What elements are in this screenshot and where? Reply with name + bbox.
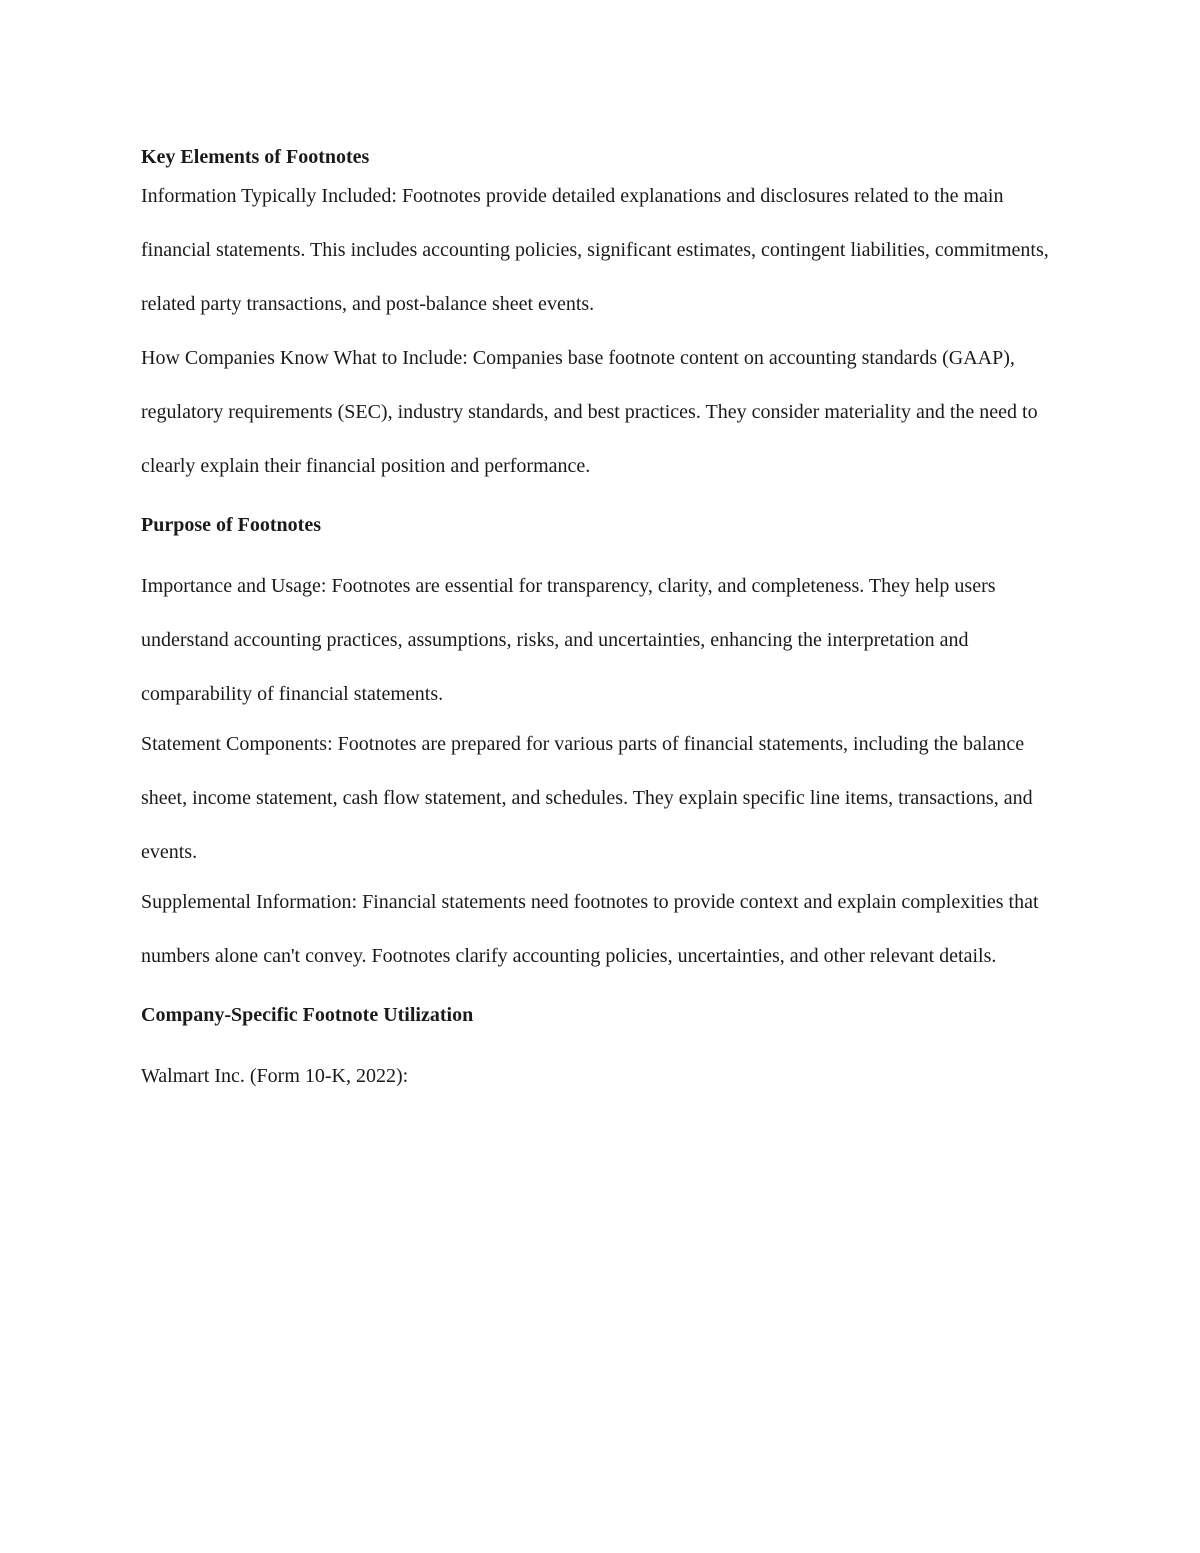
paragraph-supplemental-information: Supplemental Information: Financial statements need footnotes to provide context and explain complexities that numbers alone can't convey. Footnotes clarify accounting policies, uncertainties, and other relevant details. <box>141 891 1039 967</box>
paragraph-importance-and-usage: Importance and Usage: Footnotes are essential for transparency, clarity, and completeness. They help users understand accounting practices, assumptions, risks, and uncertainties, enhancing the interpretation and comparability of financial statements. <box>141 575 996 705</box>
section-heading-key-elements: Key Elements of Footnotes <box>141 146 370 168</box>
section-heading-purpose: Purpose of Footnotes <box>141 514 321 536</box>
document-body <box>141 141 1061 1103</box>
paragraph-how-companies-know: How Companies Know What to Include: Companies base footnote content on accounting standards (GAAP), regulatory requirements (SEC), industry standards, and best practices. They consider materiality and the need to clearly explain their financial position and performance. <box>141 347 1038 477</box>
paragraph-information-typically-included: Information Typically Included: Footnotes provide detailed explanations and disclosures related to the main financial statements. This includes accounting policies, significant estimates, contingent liabilities, commitments, related party transactions, and post-balance sheet events. <box>141 185 1049 315</box>
paragraph-statement-components: Statement Components: Footnotes are prepared for various parts of financial statements, including the balance sheet, income statement, cash flow statement, and schedules. They explain specific line items, transactions, and events. <box>141 733 1033 863</box>
paragraph-walmart: Walmart Inc. (Form 10-K, 2022): <box>141 1065 409 1087</box>
section-heading-company-specific: Company-Specific Footnote Utilization <box>141 1004 474 1026</box>
